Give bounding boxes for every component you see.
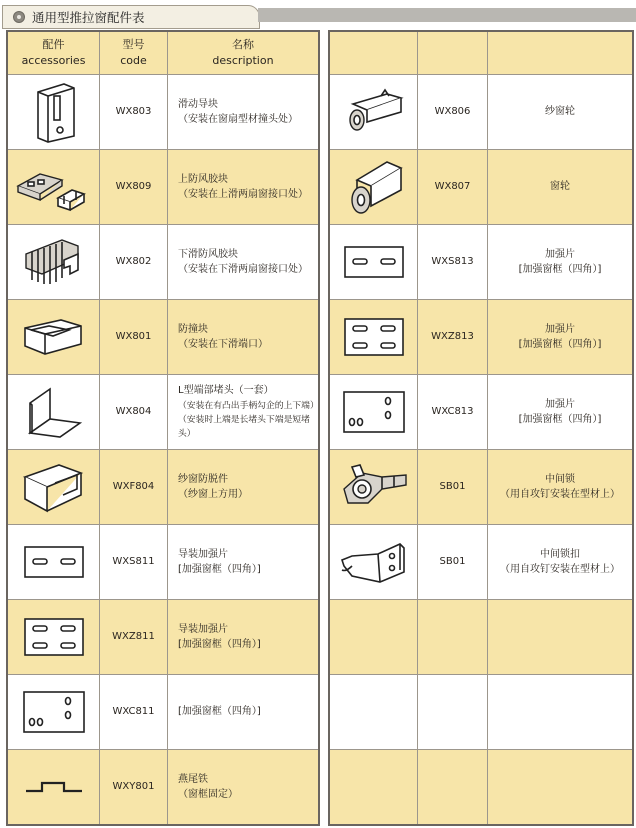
desc-line-1: 防撞块 bbox=[178, 323, 208, 335]
code-cell: WX806 bbox=[418, 75, 488, 149]
code-cell: SB01 bbox=[418, 450, 488, 524]
table-row bbox=[330, 300, 632, 375]
code-cell: WXS813 bbox=[418, 225, 488, 299]
table-row bbox=[8, 600, 318, 675]
header-accessories-cn: 配件 bbox=[42, 38, 65, 52]
reinforcement-plate-four-slot-icon bbox=[23, 617, 85, 657]
table-row bbox=[8, 75, 318, 150]
table-row bbox=[8, 225, 318, 300]
header-accessories-en: accessories bbox=[21, 54, 86, 67]
desc-line-1: 纱窗轮 bbox=[545, 106, 575, 118]
desc-line-2: （纱窗上方用） bbox=[178, 489, 248, 500]
desc-line-1: 燕尾铁 bbox=[178, 773, 208, 785]
page-title: 通用型推拉窗配件表 bbox=[32, 10, 145, 25]
code-cell: WX801 bbox=[100, 300, 168, 374]
header-description-en: description bbox=[212, 54, 274, 67]
slide-guide-block-icon bbox=[24, 80, 84, 144]
desc-line-2: [加强窗框（四角）] bbox=[518, 414, 602, 425]
desc-line-2: （安装在上滑两扇窗接口处） bbox=[178, 189, 308, 200]
reinforcement-plate-holes-icon bbox=[342, 390, 406, 434]
bullet-icon bbox=[13, 11, 25, 23]
table-row bbox=[8, 450, 318, 525]
desc-line-1: 窗轮 bbox=[550, 181, 570, 193]
desc-line-1: 导装加强片 bbox=[178, 548, 228, 560]
desc-line-1: L型端部堵头（一套） bbox=[178, 385, 274, 397]
table-row bbox=[8, 375, 318, 450]
title-tab bbox=[2, 5, 260, 29]
desc-line-1: 加强片 bbox=[545, 398, 575, 410]
window-wheel-icon bbox=[341, 156, 407, 218]
table-row bbox=[8, 750, 318, 824]
desc-line-2: [加强窗框（四角）] bbox=[518, 339, 602, 350]
table-row bbox=[330, 450, 632, 525]
desc-line-1: 加强片 bbox=[545, 323, 575, 335]
code-cell: WXS811 bbox=[100, 525, 168, 599]
desc-line-2: （用自攻钉安装在型材上） bbox=[500, 489, 620, 500]
right-table bbox=[328, 30, 634, 826]
code-cell: SB01 bbox=[418, 525, 488, 599]
table-row-empty bbox=[330, 750, 632, 824]
table-row bbox=[8, 525, 318, 600]
l-end-cap-icon bbox=[22, 383, 86, 441]
table-header-blank bbox=[330, 32, 632, 75]
table-row-empty bbox=[330, 600, 632, 675]
code-cell: WXC813 bbox=[418, 375, 488, 449]
table-row bbox=[8, 150, 318, 225]
reinforcement-plate-two-slot-icon bbox=[343, 245, 405, 279]
screen-anti-release-icon bbox=[19, 459, 89, 515]
desc-line-1: 中间锁扣 bbox=[540, 548, 580, 560]
table-row-empty bbox=[330, 675, 632, 750]
code-cell: WX809 bbox=[100, 150, 168, 224]
reinforcement-plate-holes-icon bbox=[22, 690, 86, 734]
title-strip bbox=[258, 8, 636, 22]
table-row bbox=[330, 150, 632, 225]
desc-line-2: [加强窗框（四角）] bbox=[518, 264, 602, 275]
desc-line-2: [加强窗框（四角）] bbox=[178, 639, 261, 650]
table-row bbox=[8, 675, 318, 750]
code-cell: WX804 bbox=[100, 375, 168, 449]
reinforcement-plate-two-slot-icon bbox=[23, 545, 85, 579]
desc-line-2: （用自攻钉安装在型材上） bbox=[500, 564, 620, 575]
dovetail-iron-icon bbox=[22, 775, 86, 799]
table-row bbox=[8, 300, 318, 375]
header-description-cn: 名称 bbox=[232, 38, 254, 52]
table-row bbox=[330, 225, 632, 300]
title-bar bbox=[0, 0, 636, 30]
code-cell: WXZ811 bbox=[100, 600, 168, 674]
desc-line-1: 导装加强片 bbox=[178, 623, 228, 635]
screen-window-wheel-icon bbox=[341, 86, 407, 138]
table-row bbox=[330, 75, 632, 150]
header-accessories bbox=[8, 32, 100, 74]
code-cell: WXF804 bbox=[100, 450, 168, 524]
header-code-cn: 型号 bbox=[122, 38, 145, 52]
middle-lock-icon bbox=[338, 459, 410, 515]
anti-collision-block-icon bbox=[19, 314, 89, 360]
desc-line-2: （安装在窗扇型材撞头处） bbox=[178, 114, 298, 125]
reinforcement-plate-four-slot-icon bbox=[343, 317, 405, 357]
lock-catch-icon bbox=[338, 536, 410, 588]
desc-line-1: 上防风胶块 bbox=[178, 173, 228, 185]
code-cell: WXY801 bbox=[100, 750, 168, 824]
desc-line-2: （安装在下滑端口） bbox=[178, 339, 268, 350]
desc-line-3: （安装时上端是长堵头下端是短堵头） bbox=[178, 414, 310, 439]
desc-line-1: 纱窗防脱件 bbox=[178, 473, 228, 485]
desc-line-1: [加强窗框（四角）] bbox=[178, 706, 261, 718]
code-cell: WXZ813 bbox=[418, 300, 488, 374]
code-cell: WX807 bbox=[418, 150, 488, 224]
desc-line-1: 滑动导块 bbox=[178, 98, 218, 110]
header-code-en: code bbox=[120, 54, 147, 67]
table-header bbox=[8, 32, 318, 75]
table-row bbox=[330, 375, 632, 450]
code-cell: WXC811 bbox=[100, 675, 168, 749]
windproof-rubber-block-icon bbox=[14, 162, 94, 212]
header-description bbox=[168, 32, 318, 74]
desc-line-2: （安装在下滑两扇窗接口处） bbox=[178, 264, 308, 275]
bottom-windproof-block-icon bbox=[22, 234, 86, 290]
desc-line-2: （安装在有凸出手柄勾企的上下端） bbox=[178, 400, 319, 411]
header-code bbox=[100, 32, 168, 74]
desc-line-1: 中间锁 bbox=[545, 473, 575, 485]
code-cell: WX802 bbox=[100, 225, 168, 299]
desc-line-1: 下滑防风胶块 bbox=[178, 248, 238, 260]
table-row bbox=[330, 525, 632, 600]
code-cell: WX803 bbox=[100, 75, 168, 149]
desc-line-2: （窗框固定） bbox=[178, 789, 238, 800]
left-table bbox=[6, 30, 320, 826]
desc-line-2: [加强窗框（四角）] bbox=[178, 564, 261, 575]
desc-line-1: 加强片 bbox=[545, 248, 575, 260]
